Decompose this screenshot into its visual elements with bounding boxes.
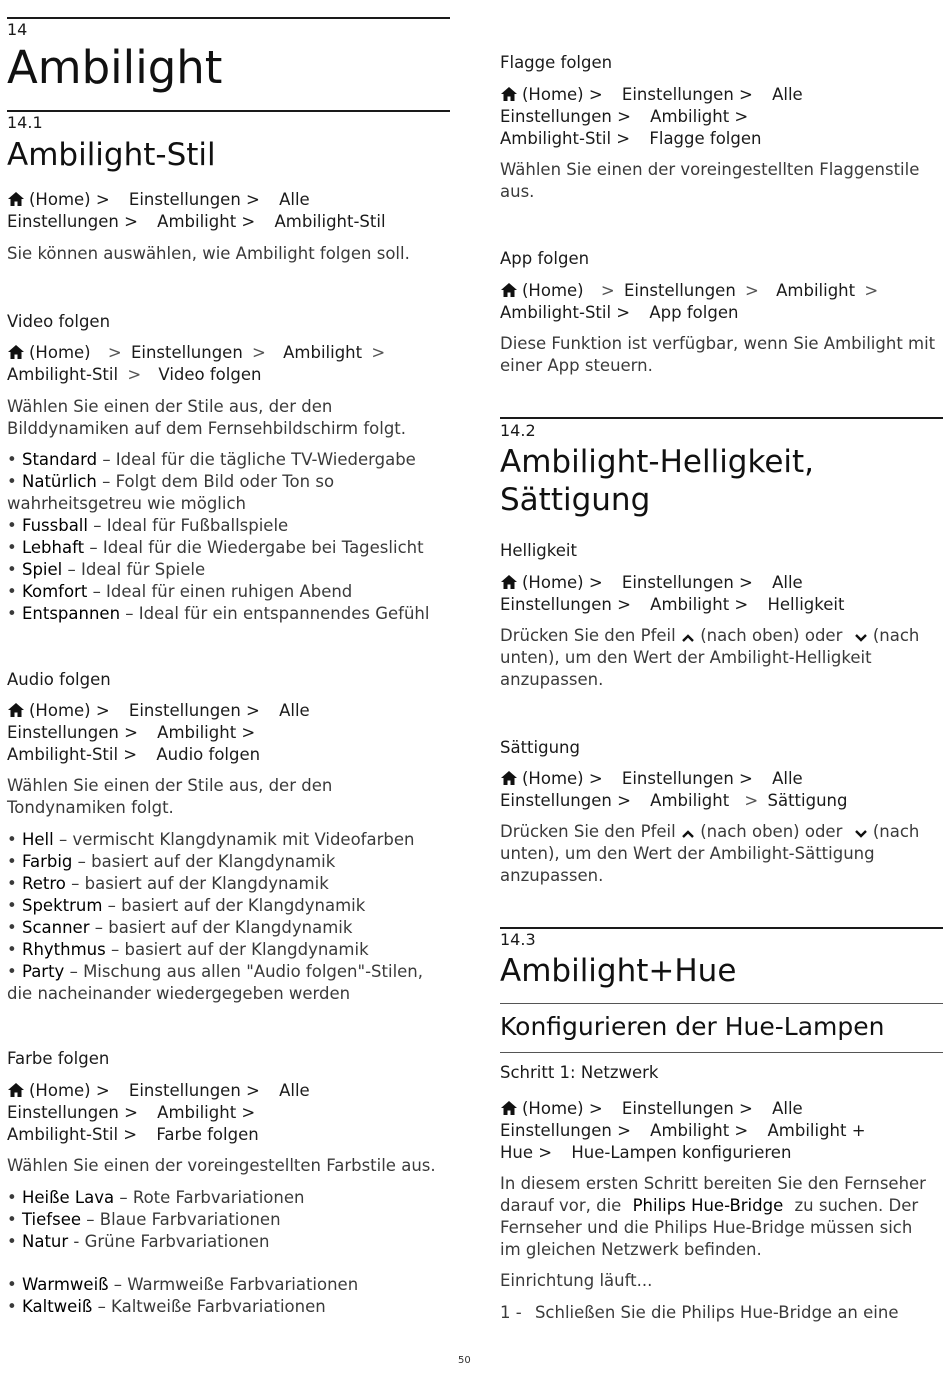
breadcrumb-separator: > [745, 281, 759, 300]
brightness-heading: Helligkeit [500, 541, 577, 560]
flag-desc: Wählen Sie einen der voreingestellten Flaggenstile [500, 160, 920, 179]
saturation-heading: Sättigung [500, 738, 580, 757]
subsection-rule [500, 1052, 943, 1053]
hue-paragraph: In diesem ersten Schritt bereiten Sie den Fernseher [500, 1174, 926, 1193]
breadcrumb-home: (Home) [522, 281, 584, 300]
breadcrumb-item: Alle [772, 85, 803, 104]
chevron-down-icon [854, 633, 868, 643]
home-icon [7, 191, 25, 207]
breadcrumb-item: Ambilight > [157, 1103, 256, 1122]
breadcrumb-item: Einstellungen [130, 343, 243, 362]
list-item: • Heiße Lava – Rote Farbvariationen [7, 1188, 305, 1207]
list-item: • Standard – Ideal für die tägliche TV-Wiedergabe [7, 450, 416, 469]
breadcrumb [500, 1142, 791, 1164]
breadcrumb [500, 768, 803, 790]
breadcrumb-item: Ambilight-Stil > [500, 303, 631, 322]
breadcrumb [500, 280, 878, 302]
chapter-title: Ambilight [7, 41, 223, 94]
section-title: Sättigung [500, 482, 651, 518]
section-rule [500, 417, 943, 419]
breadcrumb-item: Hue-Lampen konfigurieren [571, 1143, 792, 1162]
breadcrumb-item: Alle [772, 769, 803, 788]
breadcrumb [7, 364, 261, 386]
breadcrumb [500, 302, 738, 324]
list-item: • Hell – vermischt Klangdynamik mit Videofarben [7, 830, 415, 849]
breadcrumb-item: Einstellungen > [7, 723, 138, 742]
breadcrumb-item: Einstellungen > [7, 212, 138, 231]
breadcrumb-item: Video folgen [158, 365, 262, 384]
section-title: Ambilight+Hue [500, 953, 737, 989]
subsection-rule [500, 1003, 943, 1004]
breadcrumb-item: Ambilight > [157, 723, 256, 742]
breadcrumb [7, 211, 386, 233]
flag-desc: aus. [500, 182, 535, 201]
breadcrumb-home: (Home) > [29, 190, 110, 209]
breadcrumb [500, 572, 803, 594]
breadcrumb-item: Ambilight-Stil > [7, 1125, 138, 1144]
section-rule [500, 927, 943, 929]
section-rule [7, 110, 450, 112]
list-item: • Kaltweiß – Kaltweiße Farbvariationen [7, 1297, 326, 1316]
breadcrumb-item: Ambilight > [650, 107, 749, 126]
breadcrumb-item: Sättigung [767, 791, 848, 810]
hue-paragraph: Fernseher und die Philips Hue-Bridge müssen sich [500, 1218, 913, 1237]
color-heading: Farbe folgen [7, 1049, 110, 1068]
breadcrumb-item: Alle [772, 1099, 803, 1118]
breadcrumb-separator: > [744, 791, 759, 810]
breadcrumb-separator: > [252, 343, 266, 362]
breadcrumb-item: Ambilight-Stil > [500, 129, 631, 148]
breadcrumb-item: Ambilight [283, 343, 363, 362]
breadcrumb-item: Ambilight-Stil [7, 365, 119, 384]
audio-desc: Tondynamiken folgt. [7, 798, 174, 817]
home-icon [500, 574, 518, 590]
breadcrumb-item: Einstellungen > [500, 791, 631, 810]
audio-styles-list [7, 829, 423, 1005]
breadcrumb [500, 128, 761, 150]
chevron-up-icon [681, 633, 695, 643]
app-desc: einer App steuern. [500, 356, 653, 375]
breadcrumb-home: (Home) > [29, 1081, 110, 1100]
breadcrumb-item: Helligkeit [767, 595, 845, 614]
intro-text: Sie können auswählen, wie Ambilight folgen soll. [7, 244, 410, 263]
video-desc: Bilddynamiken auf dem Fernsehbildschirm folgt. [7, 419, 407, 438]
section-title: Ambilight-Helligkeit, [500, 444, 815, 480]
list-item: • Komfort – Ideal für einen ruhigen Abend [7, 582, 353, 601]
brightness-desc: unten), um den Wert der Ambilight-Helligkeit [500, 648, 872, 667]
hue-paragraph: im gleichen Netzwerk befinden. [500, 1240, 762, 1259]
list-item: • Retro – basiert auf der Klangdynamik [7, 874, 329, 893]
home-icon [7, 702, 25, 718]
breadcrumb-item: Einstellungen > [128, 190, 260, 209]
subsection-title: Konfigurieren der Hue-Lampen [500, 1012, 885, 1041]
breadcrumb-item: Ambilight [650, 791, 730, 810]
video-heading: Video folgen [7, 312, 111, 331]
video-desc: Wählen Sie einen der Stile aus, der den [7, 397, 333, 416]
breadcrumb-item: Alle [772, 573, 803, 592]
flag-heading: Flagge folgen [500, 53, 613, 72]
list-item: • Fussball – Ideal für Fußballspiele [7, 516, 289, 535]
audio-heading: Audio folgen [7, 670, 111, 689]
color-desc: Wählen Sie einen der voreingestellten Farbstile aus. [7, 1156, 436, 1175]
breadcrumb-item: Flagge folgen [649, 129, 762, 148]
breadcrumb-item: Alle [279, 190, 310, 209]
breadcrumb-home: (Home) > [29, 701, 110, 720]
saturation-desc: unten), um den Wert der Ambilight-Sättigung [500, 844, 875, 863]
saturation-desc: Drücken Sie den Pfeil (nach oben) oder (nach [500, 822, 920, 841]
breadcrumb-item: Ambilight [776, 281, 856, 300]
brightness-desc: Drücken Sie den Pfeil (nach oben) oder (nach [500, 626, 920, 645]
list-item: • Natur - Grüne Farbvariationen [7, 1232, 270, 1251]
breadcrumb-item: Ambilight > [650, 1121, 749, 1140]
breadcrumb-item: Ambilight > [650, 595, 749, 614]
color-styles-list [7, 1274, 358, 1318]
step-item: 1 - Schließen Sie die Philips Hue-Bridge an eine [500, 1303, 899, 1322]
saturation-desc: anzupassen. [500, 866, 604, 885]
breadcrumb-home: (Home) > [522, 85, 603, 104]
list-item: • Farbig – basiert auf der Klangdynamik [7, 852, 336, 871]
breadcrumb-item: App folgen [649, 303, 739, 322]
hue-paragraph: darauf vor, die Philips Hue-Bridge zu suchen. Der [500, 1196, 919, 1215]
brightness-desc: anzupassen. [500, 670, 604, 689]
breadcrumb [500, 594, 844, 616]
breadcrumb-item: Einstellungen > [500, 1121, 631, 1140]
breadcrumb-item: Einstellungen > [621, 85, 753, 104]
breadcrumb-item: Alle [279, 1081, 310, 1100]
breadcrumb-item: Einstellungen > [621, 573, 753, 592]
list-item: • Natürlich – Folgt dem Bild oder Ton so [7, 472, 335, 491]
breadcrumb [500, 790, 847, 812]
breadcrumb-item: Ambilight + [767, 1121, 866, 1140]
home-icon [500, 282, 518, 298]
section-title: Ambilight-Stil [7, 137, 216, 173]
breadcrumb-item: Einstellungen > [621, 769, 753, 788]
breadcrumb-home: (Home) > [522, 1099, 603, 1118]
chapter-rule [7, 17, 450, 19]
breadcrumb-item: Hue > [500, 1143, 553, 1162]
section-number: 14.1 [7, 113, 43, 132]
breadcrumb-home: (Home) > [522, 573, 603, 592]
breadcrumb-item: Einstellungen > [500, 107, 631, 126]
breadcrumb-item: Einstellungen [623, 281, 736, 300]
breadcrumb-item: Einstellungen > [621, 1099, 753, 1118]
breadcrumb-item: Farbe folgen [156, 1125, 259, 1144]
list-item: • Warmweiß – Warmweiße Farbvariationen [7, 1275, 359, 1294]
home-icon [7, 344, 25, 360]
chapter-number: 14 [7, 20, 28, 39]
breadcrumb [500, 1098, 803, 1120]
app-heading: App folgen [500, 249, 590, 268]
chevron-down-icon [854, 829, 868, 839]
list-item: • Rhythmus – basiert auf der Klangdynamik [7, 940, 369, 959]
chevron-up-icon [681, 829, 695, 839]
audio-desc: Wählen Sie einen der Stile aus, der den [7, 776, 333, 795]
list-item: • Party – Mischung aus allen "Audio folgen"-Stilen, [7, 962, 424, 981]
home-icon [500, 86, 518, 102]
app-desc: Diese Funktion ist verfügbar, wenn Sie Ambilight mit [500, 334, 936, 353]
breadcrumb-item: Einstellungen > [500, 595, 631, 614]
setup-status: Einrichtung läuft... [500, 1271, 653, 1290]
breadcrumb [7, 1124, 259, 1146]
breadcrumb-item: Audio folgen [156, 745, 261, 764]
breadcrumb [7, 700, 310, 722]
section-number: 14.2 [500, 421, 536, 440]
breadcrumb-item: Einstellungen > [128, 701, 260, 720]
section-number: 14.3 [500, 930, 536, 949]
breadcrumb-item: Alle [279, 701, 310, 720]
list-item: wahrheitsgetreu wie möglich [7, 494, 247, 513]
list-item: • Tiefsee – Blaue Farbvariationen [7, 1210, 281, 1229]
breadcrumb-item: Ambilight > [157, 212, 256, 231]
breadcrumb-item: Einstellungen > [7, 1103, 138, 1122]
breadcrumb [7, 1102, 255, 1124]
breadcrumb [500, 1120, 866, 1142]
color-styles-list [7, 1187, 304, 1253]
breadcrumb-item: Einstellungen > [128, 1081, 260, 1100]
breadcrumb [7, 722, 255, 744]
home-icon [500, 1100, 518, 1116]
breadcrumb [7, 189, 310, 211]
breadcrumb-home: (Home) > [522, 769, 603, 788]
breadcrumb [7, 744, 260, 766]
list-item: • Lebhaft – Ideal für die Wiedergabe bei Tageslicht [7, 538, 424, 557]
list-item: • Spiel – Ideal für Spiele [7, 560, 206, 579]
list-item: die nacheinander wiedergegeben werden [7, 984, 351, 1003]
page-number: 50 [458, 1355, 471, 1366]
breadcrumb-home: (Home) [29, 343, 91, 362]
home-icon [500, 770, 518, 786]
breadcrumb-separator: > [107, 343, 122, 362]
breadcrumb-item: Ambilight-Stil > [7, 745, 138, 764]
breadcrumb [500, 106, 748, 128]
breadcrumb-item: Ambilight-Stil [274, 212, 386, 231]
breadcrumb [500, 84, 803, 106]
breadcrumb-separator: > [127, 365, 142, 384]
list-item: • Spektrum – basiert auf der Klangdynamik [7, 896, 366, 915]
list-item: • Scanner – basiert auf der Klangdynamik [7, 918, 353, 937]
breadcrumb [7, 1080, 310, 1102]
video-styles-list [7, 449, 429, 625]
home-icon [7, 1082, 25, 1098]
breadcrumb-separator: > [864, 281, 879, 300]
list-item: • Entspannen – Ideal für ein entspannendes Gefühl [7, 604, 430, 623]
breadcrumb-separator: > [600, 281, 615, 300]
step-heading: Schritt 1: Netzwerk [500, 1063, 659, 1082]
breadcrumb-separator: > [371, 343, 386, 362]
breadcrumb [7, 342, 385, 364]
